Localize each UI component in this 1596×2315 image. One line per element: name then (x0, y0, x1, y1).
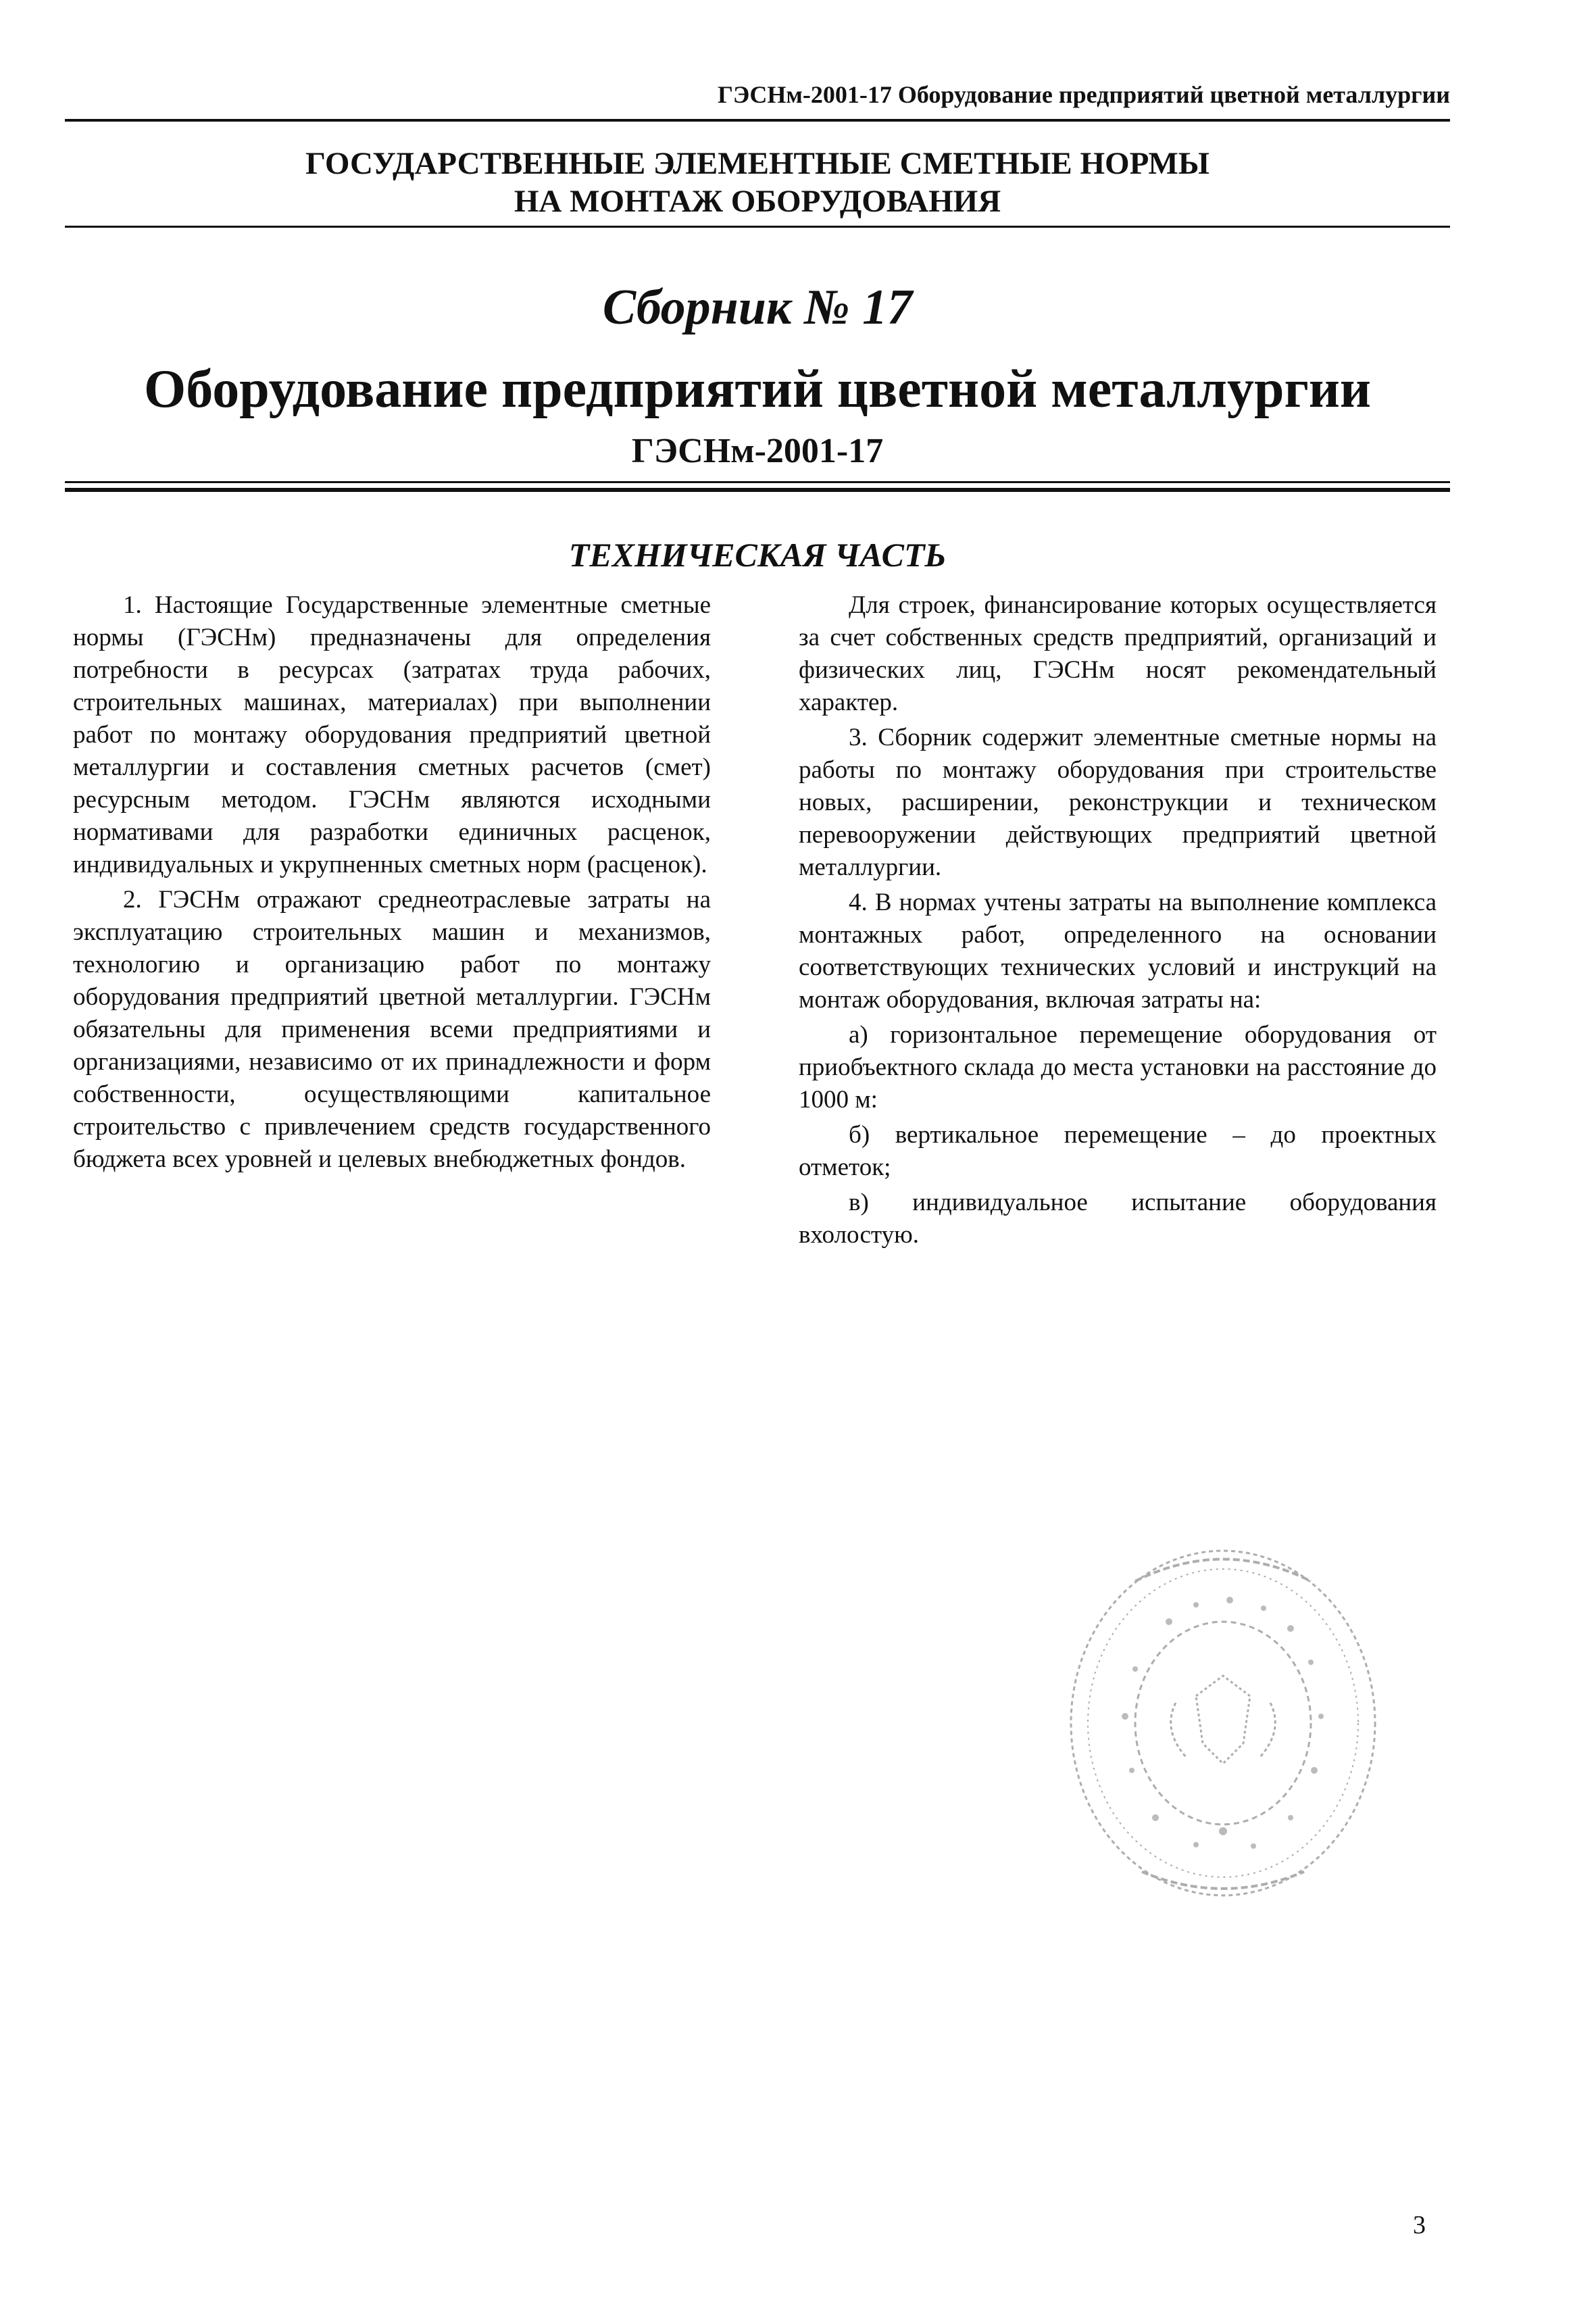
header-rule (65, 119, 1450, 122)
section-title: ТЕХНИЧЕСКАЯ ЧАСТЬ (568, 536, 947, 574)
title-rule-thin (65, 481, 1450, 483)
list-item-a: а) горизонтальное перемещение оборудования от приобъектного склада до места установки на расстояние до 1000 м: (799, 1021, 1437, 1114)
running-header: ГЭСНм-2001-17 Оборудование предприятий цветной металлургии (718, 81, 1450, 108)
title-rule-thick (65, 488, 1450, 492)
org-title-line-1: ГОСУДАРСТВЕННЫЕ ЭЛЕМЕНТНЫЕ СМЕТНЫЕ НОРМЫ (305, 146, 1210, 181)
document-title: Оборудование предприятий цветной металлургии (144, 359, 1371, 419)
right-column (799, 589, 1437, 1254)
paragraph-2: 2. ГЭСНм отражают среднеотраслевые затраты на эксплуатацию строительных машин и механизмов, технологию и организацию работ по монтажу оборудования предприятий цветной металлургии. ГЭСНм обязательны для применения всеми предприятиями и организациями, независимо от их принадлежности и форм собственности, осуществляющими капитальное строительство с привлечением средств государственного бюджета всех уровней и целевых внебюджетных фондов. (73, 886, 711, 1173)
collection-number: Сборник № 17 (602, 280, 913, 335)
org-title (65, 145, 1450, 220)
list-item-b: б) вертикальное перемещение – до проектных отметок; (799, 1121, 1437, 1181)
document-code: ГЭСНм-2001-17 (631, 432, 884, 470)
list-item-c: в) индивидуальное испытание оборудования вхолостую. (799, 1189, 1437, 1249)
paragraph-2-continued: Для строек, финансирование которых осуществляется за счет собственных средств предприятий, организаций и физических лиц, ГЭСНм носят рекомендательный характер. (799, 591, 1437, 716)
left-column (73, 589, 711, 1178)
org-title-rule (65, 226, 1450, 228)
stamp-seal-icon (1061, 1541, 1385, 1906)
page-number: 3 (1413, 2211, 1426, 2239)
stamp-graphic (1061, 1541, 1385, 1906)
org-title-line-2: НА МОНТАЖ ОБОРУДОВАНИЯ (514, 184, 1001, 219)
paragraph-1: 1. Настоящие Государственные элементные сметные нормы (ГЭСНм) предназначены для определения потребности в ресурсах (затратах труда рабочих, строительных машинах, материалах) при выполнении работ по монтажу оборудования предприятий цветной металлургии и составления сметных расчетов (смет) ресурсным методом. ГЭСНм являются исходными нормативами для разработки единичных расценок, индивидуальных и укрупненных сметных норм (расценок). (73, 591, 711, 878)
paragraph-3: 3. Сборник содержит элементные сметные нормы на работы по монтажу оборудования при строительстве новых, расширении, реконструкции и техническом перевооружении действующих предприятий цветной металлургии. (799, 724, 1437, 881)
paragraph-4: 4. В нормах учтены затраты на выполнение комплекса монтажных работ, определенного на основании соответствующих технических условий и инструкций на монтаж оборудования, включая затраты на: (799, 889, 1437, 1014)
